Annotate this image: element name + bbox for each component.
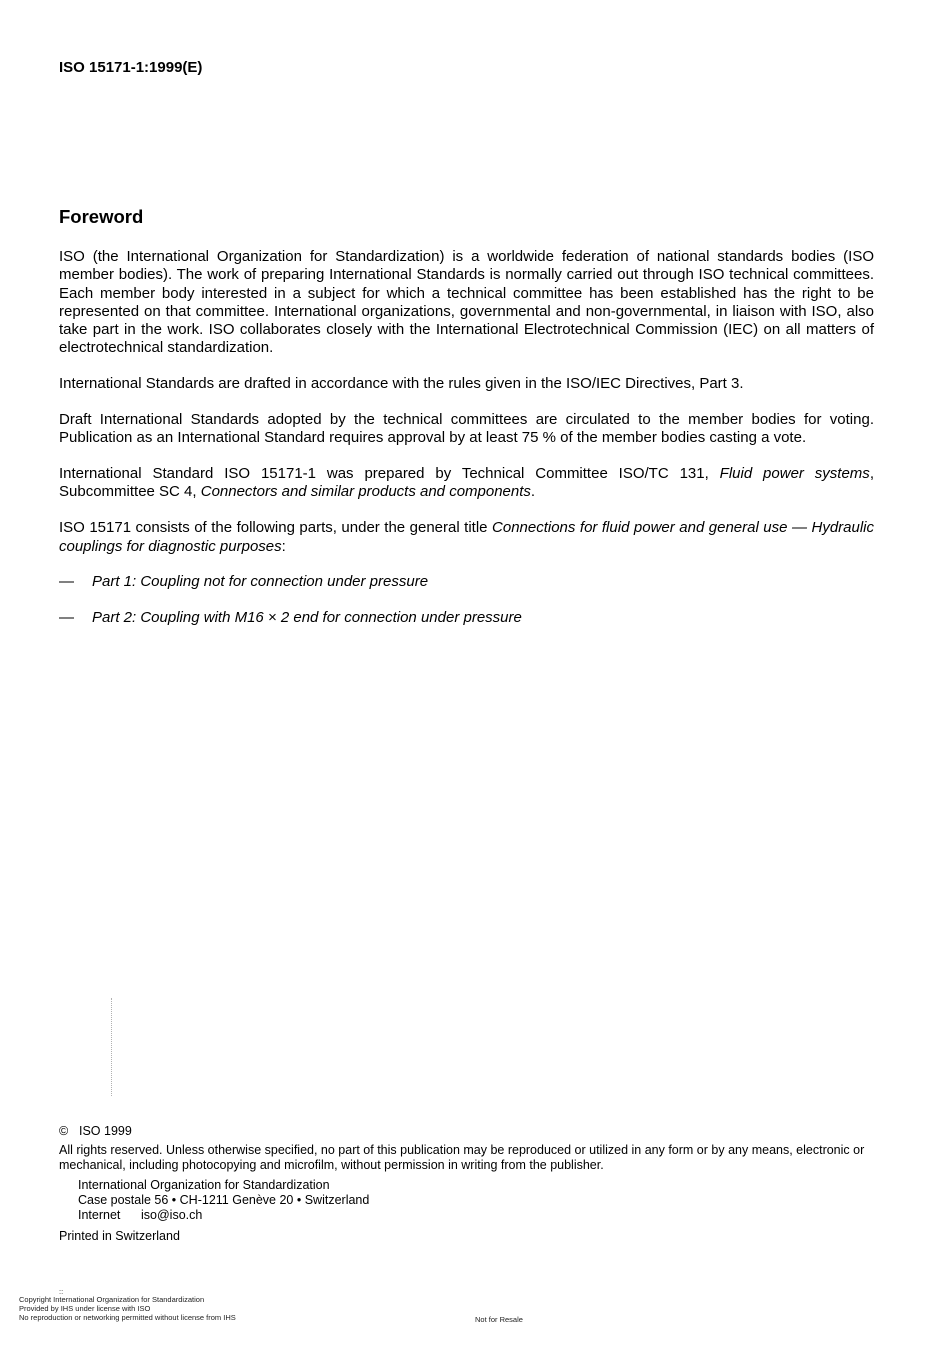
list-item — [59, 573, 874, 591]
part-2-title: Part 2: Coupling with M16 × 2 end for connection under pressure — [92, 609, 522, 627]
copyright-line — [59, 1124, 879, 1139]
page-title: Foreword — [59, 206, 144, 227]
committee-name: Fluid power systems — [719, 465, 870, 483]
internet-email: iso@iso.ch — [141, 1208, 203, 1223]
organization-name: International Organization for Standardization — [78, 1178, 330, 1192]
foreword-paragraph-iso: ISO (the International Organization for Standardization) is a worldwide federation of national standards bodies (ISO member bodies). The work of preparing International Standards is normally carried out through ISO technical committees. Each member body interested in a subject for which a technical committee has been established has the right to be represented on that committee. International organizations, governmental and non-governmental, in liaison with ISO, also take part in the work. ISO collaborates closely with the International Electrotechnical Commission (IEC) on all matters of electrotechnical standardization. — [59, 248, 874, 357]
document-id: ISO 15171-1:1999(E) — [59, 59, 203, 76]
rights-statement: All rights reserved. Unless otherwise specified, no part of this publication may be reproduced or utilized in any form or by any means, electronic or mechanical, including photocopying and microfilm, without permission in writing from the publisher. — [59, 1143, 865, 1172]
list-item — [59, 609, 874, 627]
copyright-notice — [59, 1124, 879, 1244]
footer-copyright: Copyright International Organization for Standardization — [19, 1295, 205, 1304]
foreword-paragraph-parts — [59, 519, 874, 556]
printed-in: Printed in Switzerland — [59, 1228, 180, 1243]
general-title: Connections for fluid power and general use — Hydraulic couplings for diagnostic purposes — [59, 519, 875, 555]
footer-reproduction: No reproduction or networking permitted without license from IHS — [19, 1313, 236, 1323]
publisher-address — [78, 1178, 879, 1224]
part-1-title: Part 1: Coupling not for connection under pressure — [92, 573, 429, 591]
copyright-year: ISO 1999 — [79, 1124, 132, 1138]
internet-line — [78, 1208, 879, 1223]
scan-artifact-divider — [111, 998, 112, 1096]
list-dash: — — [59, 573, 74, 591]
parts-text-a: ISO 15171 consists of the following parts, under the general title — [59, 519, 493, 537]
foreword-paragraph-committee — [59, 465, 874, 502]
postal-address: Case postale 56 • CH-1211 Genève 20 • Switzerland — [78, 1193, 370, 1208]
not-for-resale: Not for Resale — [475, 1315, 523, 1324]
subcommittee-name: Connectors and similar products and components — [200, 483, 531, 501]
license-footer — [19, 1288, 236, 1323]
internet-label: Internet — [78, 1208, 121, 1223]
foreword-body — [59, 248, 874, 645]
copyright-symbol: © — [59, 1124, 69, 1138]
parts-text-b: : — [281, 537, 286, 555]
foreword-paragraph-directives: International Standards are drafted in accordance with the rules given in the ISO/IEC Directives, Part 3. — [59, 375, 744, 393]
committee-text-a: International Standard ISO 15171-1 was prepared by Technical Committee ISO/TC 131, — [59, 465, 720, 483]
footer-provider: Provided by IHS under license with ISO — [19, 1304, 151, 1314]
committee-text-c: . — [530, 483, 536, 501]
list-dash: — — [59, 609, 74, 627]
committee-text-b: , Subcommittee SC 4, — [59, 465, 874, 501]
foreword-paragraph-voting: Draft International Standards adopted by the technical committees are circulated to the member bodies for voting. Publication as an International Standard requires approval by at least 75 % of the member bodies casting a vote. — [59, 411, 874, 447]
footer-mark: :: — [59, 1287, 64, 1296]
